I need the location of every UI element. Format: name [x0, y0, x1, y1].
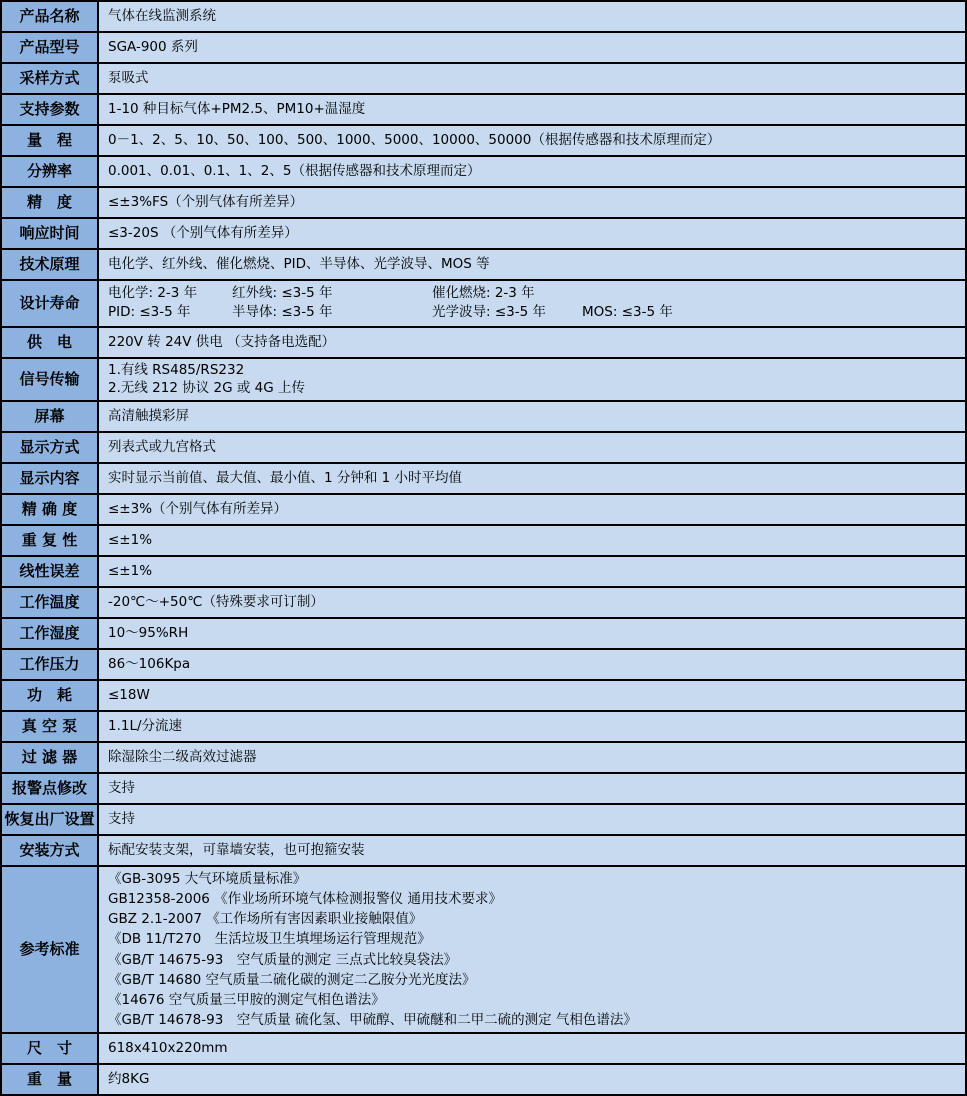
row-value: ≤±3%（个别气体有所差异）	[99, 495, 965, 524]
row-label: 功 耗	[2, 681, 99, 710]
row-value: 泵吸式	[99, 64, 965, 93]
design-life-item: 催化燃烧: 2-3 年	[432, 284, 535, 301]
row-label: 尺 寸	[2, 1034, 99, 1063]
row-value: 约8KG	[99, 1065, 965, 1094]
spec-row-power-supply	[2, 328, 965, 359]
signal-line: 2.无线 212 协议 2G 或 4G 上传	[108, 379, 305, 396]
design-life-item: MOS: ≤3-5 年	[582, 304, 673, 321]
spec-row-precision	[2, 188, 965, 219]
row-label: 重 复 性	[2, 526, 99, 555]
spec-row-alarm-point-modify	[2, 774, 965, 805]
spec-row-sampling-method	[2, 64, 965, 95]
reference-standard-item: 《GB/T 14680 空气质量二硫化碳的测定二乙胺分光光度法》	[108, 971, 476, 988]
row-label: 技术原理	[2, 250, 99, 279]
reference-standard-item: 《GB-3095 大气环境质量标准》	[108, 871, 307, 888]
spec-row-repeatability	[2, 526, 965, 557]
row-label: 工作温度	[2, 588, 99, 617]
row-label: 重 量	[2, 1065, 99, 1094]
design-life-item: 红外线: ≤3-5 年	[232, 284, 333, 301]
row-value: 1.1L/分流速	[99, 712, 965, 741]
row-label: 量 程	[2, 126, 99, 155]
row-label: 工作湿度	[2, 619, 99, 648]
design-life-item: 半导体: ≤3-5 年	[232, 304, 333, 321]
design-life-line-2	[108, 304, 957, 322]
row-value	[99, 359, 965, 400]
row-label: 线性误差	[2, 557, 99, 586]
row-label: 显示内容	[2, 464, 99, 493]
row-label: 响应时间	[2, 219, 99, 248]
reference-standard-item: 《GB/T 14678-93 空气质量 硫化氢、甲硫醇、甲硫醚和二甲二硫的测定 气相色谱法》	[108, 1011, 637, 1028]
row-label: 信号传输	[2, 359, 99, 400]
row-value: 10～95%RH	[99, 619, 965, 648]
spec-row-accuracy	[2, 495, 965, 526]
spec-row-supported-params	[2, 95, 965, 126]
row-label: 过 滤 器	[2, 743, 99, 772]
spec-row-working-temperature	[2, 588, 965, 619]
row-value: 列表式或九宫格式	[99, 433, 965, 462]
spec-row-range	[2, 126, 965, 157]
design-life-line-1	[108, 285, 957, 303]
row-label: 精 确 度	[2, 495, 99, 524]
spec-row-working-pressure	[2, 650, 965, 681]
row-value: ≤±3%FS（个别气体有所差异）	[99, 188, 965, 217]
spec-row-screen	[2, 402, 965, 433]
row-value: ≤±1%	[99, 557, 965, 586]
row-value	[99, 281, 965, 326]
row-label: 设计寿命	[2, 281, 99, 326]
spec-row-technology	[2, 250, 965, 281]
row-value: 220V 转 24V 供电 （支持备电选配）	[99, 328, 965, 357]
spec-row-reference-standards	[2, 867, 965, 1034]
row-value: 支持	[99, 774, 965, 803]
row-value: 高清触摸彩屏	[99, 402, 965, 431]
row-label: 屏幕	[2, 402, 99, 431]
reference-standard-item: GB12358-2006 《作业场所环境气体检测报警仪 通用技术要求》	[108, 891, 502, 908]
row-label: 报警点修改	[2, 774, 99, 803]
signal-line: 1.有线 RS485/RS232	[108, 361, 245, 378]
row-value: -20℃～+50℃（特殊要求可订制）	[99, 588, 965, 617]
row-label: 工作压力	[2, 650, 99, 679]
row-value: 618x410x220mm	[99, 1034, 965, 1063]
row-label: 采样方式	[2, 64, 99, 93]
row-label: 支持参数	[2, 95, 99, 124]
row-value: 1-10 种目标气体+PM2.5、PM10+温湿度	[99, 95, 965, 124]
row-value: 0.001、0.01、0.1、1、2、5（根据传感器和技术原理而定）	[99, 157, 965, 186]
row-label: 分辨率	[2, 157, 99, 186]
row-value: ≤18W	[99, 681, 965, 710]
spec-row-product-name	[2, 2, 965, 33]
design-life-item: 光学波导: ≤3-5 年	[432, 304, 546, 321]
spec-row-vacuum-pump	[2, 712, 965, 743]
row-value: ≤±1%	[99, 526, 965, 555]
spec-row-dimensions	[2, 1034, 965, 1065]
row-value: 86～106Kpa	[99, 650, 965, 679]
reference-standard-item: 《14676 空气质量三甲胺的测定气相色谱法》	[108, 991, 385, 1008]
row-label: 精 度	[2, 188, 99, 217]
row-value: ≤3-20S （个别气体有所差异）	[99, 219, 965, 248]
spec-row-working-humidity	[2, 619, 965, 650]
spec-row-display-content	[2, 464, 965, 495]
row-value: 0－1、2、5、10、50、100、500、1000、5000、10000、50000（根据传感器和技术原理而定）	[99, 126, 965, 155]
row-label: 安装方式	[2, 836, 99, 865]
reference-standard-item: 《DB 11/T270 生活垃圾卫生填埋场运行管理规范》	[108, 931, 431, 948]
row-label: 产品名称	[2, 2, 99, 31]
spec-row-filter	[2, 743, 965, 774]
spec-row-display-mode	[2, 433, 965, 464]
row-label: 恢复出厂设置	[2, 805, 99, 834]
spec-row-design-life	[2, 281, 965, 328]
row-value: 标配安装支架，可靠墙安装，也可抱箍安装	[99, 836, 965, 865]
design-life-item: 电化学: 2-3 年	[108, 284, 198, 301]
design-life-item: PID: ≤3-5 年	[108, 304, 191, 321]
reference-standard-item: GBZ 2.1-2007 《工作场所有害因素职业接触限值》	[108, 911, 423, 928]
row-label: 产品型号	[2, 33, 99, 62]
spec-row-response-time	[2, 219, 965, 250]
row-label: 供 电	[2, 328, 99, 357]
row-label: 显示方式	[2, 433, 99, 462]
spec-row-weight	[2, 1065, 965, 1096]
spec-row-power-consumption	[2, 681, 965, 712]
row-value: 电化学、红外线、催化燃烧、PID、半导体、光学波导、MOS 等	[99, 250, 965, 279]
row-value: 除湿除尘二级高效过滤器	[99, 743, 965, 772]
spec-row-linearity-error	[2, 557, 965, 588]
row-value: 实时显示当前值、最大值、最小值、1 分钟和 1 小时平均值	[99, 464, 965, 493]
row-label: 参考标准	[2, 867, 99, 1032]
row-value: 支持	[99, 805, 965, 834]
spec-row-installation	[2, 836, 965, 867]
reference-standard-item: 《GB/T 14675-93 空气质量的测定 三点式比较臭袋法》	[108, 951, 458, 968]
row-value: 气体在线监测系统	[99, 2, 965, 31]
spec-row-model	[2, 33, 965, 64]
spec-row-factory-reset	[2, 805, 965, 836]
row-value: SGA-900 系列	[99, 33, 965, 62]
spec-row-resolution	[2, 157, 965, 188]
row-value	[99, 867, 965, 1032]
row-label: 真 空 泵	[2, 712, 99, 741]
spec-row-signal-transmission	[2, 359, 965, 402]
